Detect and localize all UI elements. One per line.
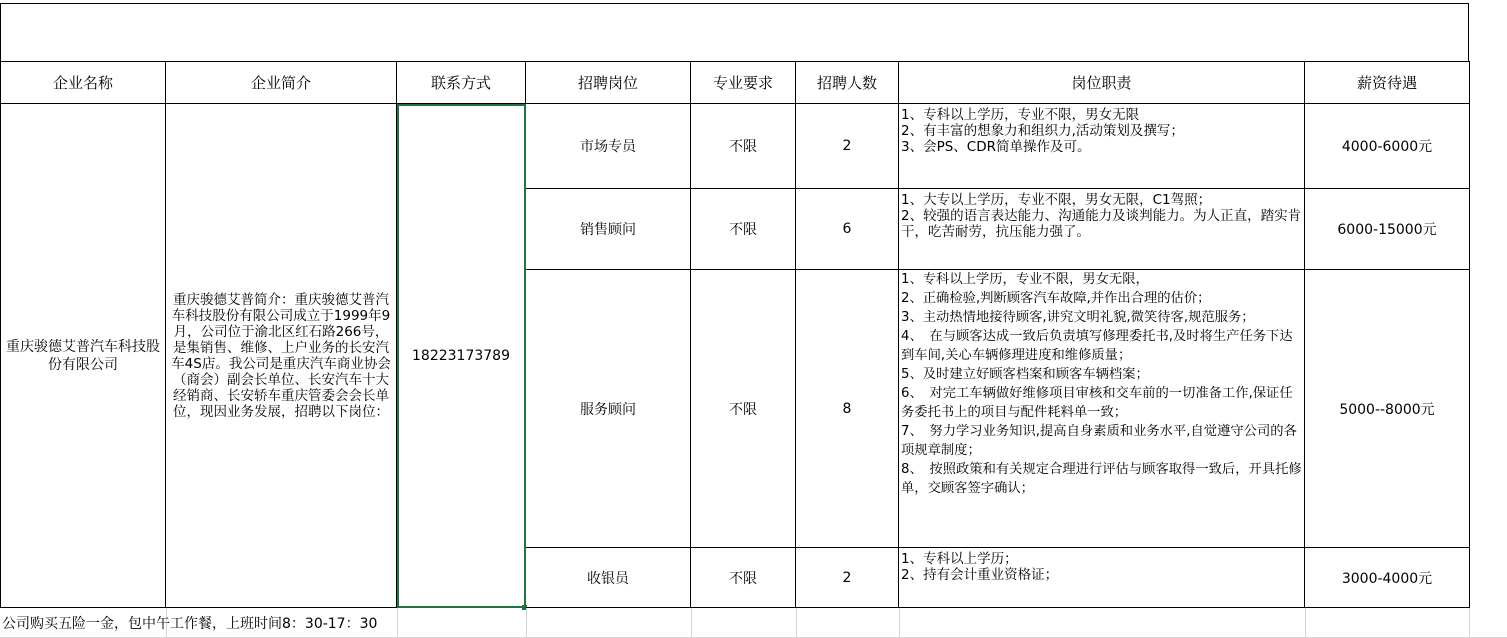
job-major-cell[interactable]: 不限 xyxy=(691,548,796,608)
job-duties-cell[interactable]: 1、专科以上学历，专业不限，男女无限， 2、正确检验,判断顾客汽车故障,并作出合理的估价； 3、主动热情地接待顾客,讲究文明礼貌,微笑待客,规范服务； 4、 在与顾客达成一致后负责填写修理委托书,及时将生产任务下达到车间,关心车辆修理进度和维修质量； 5、及时建立好顾客档案和顾客车辆档案； 6、 对完工车辆做好维修项目审核和交车前的一切准备工作,保证任务委托书上的项目与配件耗料单一致； 7、 努力学习业务知识,提高自身素质和业务水平,自觉遵守公司的各项规章制度； 8、 按照政策和有关规定合理进行评估与顾客取得一致后，开具托修单，交顾客签字确认； xyxy=(899,270,1305,548)
title-row-empty[interactable] xyxy=(0,3,1469,61)
job-count-cell[interactable]: 8 xyxy=(796,270,899,548)
job-count-cell[interactable]: 6 xyxy=(796,189,899,270)
job-position-cell[interactable]: 市场专员 xyxy=(526,104,691,189)
job-duties-cell[interactable]: 1、专科以上学历，专业不限，男女无限 2、有丰富的想象力和组织力,活动策划及撰写； 3、会PS、CDR简单操作及可。 xyxy=(899,104,1305,189)
job-major-cell[interactable]: 不限 xyxy=(691,189,796,270)
job-count-cell[interactable]: 2 xyxy=(796,104,899,189)
company-intro-cell[interactable]: 重庆骏德艾普简介：重庆骏德艾普汽车科技股份有限公司成立于1999年9月，公司位于渝北区红石路266号，是集销售、维修、上户业务的长安汽车4S店。我公司是重庆汽车商业协会（商会）副会长单位、长安汽车十大经销商、长安轿车重庆管委会会长单位，现因业务发展，招聘以下岗位： xyxy=(166,104,397,608)
gridline xyxy=(526,608,527,638)
header-major[interactable]: 专业要求 xyxy=(691,61,796,104)
job-major-cell[interactable]: 不限 xyxy=(691,104,796,189)
header-count[interactable]: 招聘人数 xyxy=(796,61,899,104)
gridline xyxy=(397,608,398,638)
job-position-cell[interactable]: 收银员 xyxy=(526,548,691,608)
company-name-cell[interactable]: 重庆骏德艾普汽车科技股份有限公司 xyxy=(0,104,166,608)
job-salary-cell[interactable]: 4000-6000元 xyxy=(1305,104,1470,189)
job-salary-cell[interactable]: 5000--8000元 xyxy=(1305,270,1470,548)
job-duties-cell[interactable]: 1、专科以上学历； 2、持有会计重业资格证； xyxy=(899,548,1305,608)
header-contact[interactable]: 联系方式 xyxy=(397,61,526,104)
header-salary[interactable]: 薪资待遇 xyxy=(1305,61,1470,104)
job-salary-cell[interactable]: 6000-15000元 xyxy=(1305,189,1470,270)
job-count-cell[interactable]: 2 xyxy=(796,548,899,608)
header-duties[interactable]: 岗位职责 xyxy=(899,61,1305,104)
gridline xyxy=(1469,608,1470,638)
gridline xyxy=(796,608,797,638)
job-major-cell[interactable]: 不限 xyxy=(691,270,796,548)
contact-cell[interactable]: 18223173789 xyxy=(397,104,526,608)
job-salary-cell[interactable]: 3000-4000元 xyxy=(1305,548,1470,608)
job-position-cell[interactable]: 销售顾问 xyxy=(526,189,691,270)
footer-note[interactable]: 公司购买五险一金，包中午工作餐，上班时间8：30-17：30 xyxy=(2,616,378,632)
header-position[interactable]: 招聘岗位 xyxy=(526,61,691,104)
job-position-cell[interactable]: 服务顾问 xyxy=(526,270,691,548)
gridline xyxy=(691,608,692,638)
gridline xyxy=(899,608,900,638)
header-company-intro[interactable]: 企业简介 xyxy=(166,61,397,104)
gridline xyxy=(1305,608,1306,638)
job-duties-cell[interactable]: 1、大专以上学历，专业不限，男女无限，C1驾照； 2、较强的语言表达能力、沟通能力及谈判能力。为人正直，踏实肯干，吃苦耐劳，抗压能力强了。 xyxy=(899,189,1305,270)
header-company-name[interactable]: 企业名称 xyxy=(0,61,166,104)
